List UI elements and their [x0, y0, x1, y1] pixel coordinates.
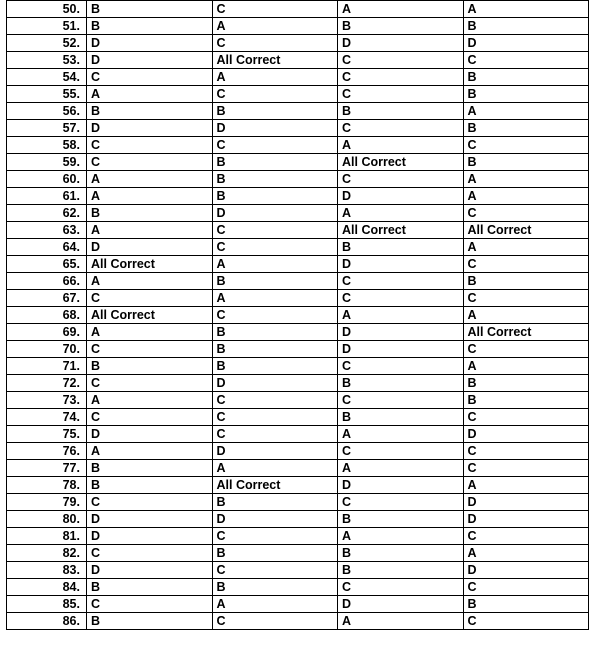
answer-cell-set-3: A — [338, 307, 464, 324]
table-row — [7, 256, 589, 273]
question-number: 59. — [7, 154, 87, 171]
table-row — [7, 596, 589, 613]
answer-cell-set-3: A — [338, 528, 464, 545]
answer-cell-set-3: A — [338, 460, 464, 477]
answer-cell-set-2: A — [212, 596, 338, 613]
question-number: 50. — [7, 1, 87, 18]
answer-cell-set-2: A — [212, 18, 338, 35]
question-number: 51. — [7, 18, 87, 35]
table-row — [7, 392, 589, 409]
answer-cell-set-3: A — [338, 1, 464, 18]
question-number: 70. — [7, 341, 87, 358]
answer-cell-set-3: A — [338, 426, 464, 443]
question-number: 61. — [7, 188, 87, 205]
answer-cell-set-4: D — [463, 562, 589, 579]
answer-cell-set-1: B — [87, 477, 213, 494]
answer-cell-set-2: B — [212, 579, 338, 596]
answer-key-table — [6, 0, 589, 630]
answer-cell-set-3: C — [338, 120, 464, 137]
table-row — [7, 171, 589, 188]
answer-cell-set-1: B — [87, 358, 213, 375]
table-row — [7, 52, 589, 69]
answer-cell-set-1: All Correct — [87, 256, 213, 273]
answer-cell-set-1: B — [87, 579, 213, 596]
table-row — [7, 528, 589, 545]
answer-cell-set-1: C — [87, 375, 213, 392]
answer-cell-set-2: C — [212, 392, 338, 409]
table-row — [7, 358, 589, 375]
answer-cell-set-4: A — [463, 545, 589, 562]
table-row — [7, 341, 589, 358]
answer-cell-set-4: C — [463, 205, 589, 222]
answer-cell-set-1: C — [87, 596, 213, 613]
answer-cell-set-1: D — [87, 511, 213, 528]
answer-cell-set-1: C — [87, 290, 213, 307]
question-number: 64. — [7, 239, 87, 256]
answer-cell-set-3: D — [338, 256, 464, 273]
table-row — [7, 273, 589, 290]
answer-cell-set-4: D — [463, 426, 589, 443]
table-row — [7, 154, 589, 171]
question-number: 57. — [7, 120, 87, 137]
answer-cell-set-3: C — [338, 69, 464, 86]
answer-cell-set-4: A — [463, 171, 589, 188]
answer-cell-set-4: B — [463, 273, 589, 290]
answer-cell-set-4: C — [463, 256, 589, 273]
answer-cell-set-2: C — [212, 239, 338, 256]
table-row — [7, 375, 589, 392]
table-row — [7, 290, 589, 307]
table-row — [7, 188, 589, 205]
answer-cell-set-4: B — [463, 120, 589, 137]
answer-cell-set-4: A — [463, 188, 589, 205]
answer-cell-set-3: D — [338, 596, 464, 613]
answer-cell-set-3: C — [338, 358, 464, 375]
table-row — [7, 460, 589, 477]
question-number: 85. — [7, 596, 87, 613]
question-number: 79. — [7, 494, 87, 511]
answer-cell-set-1: B — [87, 18, 213, 35]
answer-cell-set-3: C — [338, 52, 464, 69]
table-row — [7, 137, 589, 154]
answer-cell-set-1: D — [87, 120, 213, 137]
answer-cell-set-3: C — [338, 579, 464, 596]
answer-cell-set-3: C — [338, 392, 464, 409]
answer-cell-set-3: B — [338, 545, 464, 562]
table-row — [7, 103, 589, 120]
answer-cell-set-1: A — [87, 392, 213, 409]
answer-cell-set-2: C — [212, 426, 338, 443]
table-row — [7, 562, 589, 579]
answer-cell-set-1: C — [87, 409, 213, 426]
question-number: 56. — [7, 103, 87, 120]
answer-cell-set-2: C — [212, 562, 338, 579]
table-row — [7, 426, 589, 443]
answer-cell-set-4: B — [463, 392, 589, 409]
answer-cell-set-4: C — [463, 137, 589, 154]
question-number: 52. — [7, 35, 87, 52]
answer-cell-set-1: C — [87, 545, 213, 562]
answer-cell-set-4: A — [463, 477, 589, 494]
answer-cell-set-2: B — [212, 188, 338, 205]
question-number: 71. — [7, 358, 87, 375]
answer-cell-set-1: C — [87, 341, 213, 358]
table-row — [7, 18, 589, 35]
answer-cell-set-1: C — [87, 494, 213, 511]
table-row — [7, 205, 589, 222]
table-row — [7, 545, 589, 562]
table-row — [7, 477, 589, 494]
answer-cell-set-1: B — [87, 103, 213, 120]
answer-cell-set-3: D — [338, 477, 464, 494]
answer-cell-set-2: D — [212, 443, 338, 460]
question-number: 62. — [7, 205, 87, 222]
answer-cell-set-1: A — [87, 273, 213, 290]
answer-cell-set-2: C — [212, 409, 338, 426]
answer-cell-set-3: D — [338, 324, 464, 341]
answer-cell-set-1: C — [87, 69, 213, 86]
table-row — [7, 443, 589, 460]
answer-cell-set-3: B — [338, 375, 464, 392]
answer-cell-set-3: B — [338, 239, 464, 256]
table-row — [7, 86, 589, 103]
answer-cell-set-4: All Correct — [463, 222, 589, 239]
answer-cell-set-4: A — [463, 307, 589, 324]
question-number: 80. — [7, 511, 87, 528]
question-number: 76. — [7, 443, 87, 460]
answer-cell-set-3: C — [338, 290, 464, 307]
answer-cell-set-4: All Correct — [463, 324, 589, 341]
answer-cell-set-3: C — [338, 171, 464, 188]
answer-cell-set-1: B — [87, 460, 213, 477]
question-number: 73. — [7, 392, 87, 409]
answer-cell-set-3: B — [338, 18, 464, 35]
answer-cell-set-2: D — [212, 120, 338, 137]
table-row — [7, 613, 589, 630]
table-row — [7, 579, 589, 596]
answer-cell-set-2: B — [212, 171, 338, 188]
question-number: 86. — [7, 613, 87, 630]
answer-cell-set-1: C — [87, 154, 213, 171]
question-number: 63. — [7, 222, 87, 239]
answer-cell-set-1: D — [87, 562, 213, 579]
answer-cell-set-2: C — [212, 307, 338, 324]
table-row — [7, 324, 589, 341]
table-row — [7, 69, 589, 86]
question-number: 78. — [7, 477, 87, 494]
answer-cell-set-3: D — [338, 341, 464, 358]
question-number: 53. — [7, 52, 87, 69]
answer-cell-set-4: B — [463, 375, 589, 392]
answer-cell-set-1: B — [87, 205, 213, 222]
answer-cell-set-4: C — [463, 409, 589, 426]
answer-cell-set-4: A — [463, 1, 589, 18]
answer-cell-set-3: A — [338, 205, 464, 222]
answer-cell-set-4: A — [463, 239, 589, 256]
answer-cell-set-2: A — [212, 460, 338, 477]
answer-cell-set-2: C — [212, 86, 338, 103]
question-number: 69. — [7, 324, 87, 341]
answer-cell-set-4: D — [463, 35, 589, 52]
answer-cell-set-3: A — [338, 613, 464, 630]
answer-cell-set-2: All Correct — [212, 52, 338, 69]
question-number: 75. — [7, 426, 87, 443]
answer-cell-set-4: C — [463, 52, 589, 69]
table-row — [7, 120, 589, 137]
question-number: 65. — [7, 256, 87, 273]
table-row — [7, 494, 589, 511]
question-number: 67. — [7, 290, 87, 307]
answer-cell-set-1: A — [87, 222, 213, 239]
question-number: 72. — [7, 375, 87, 392]
answer-cell-set-3: B — [338, 409, 464, 426]
question-number: 77. — [7, 460, 87, 477]
answer-cell-set-1: C — [87, 137, 213, 154]
question-number: 82. — [7, 545, 87, 562]
answer-cell-set-4: A — [463, 358, 589, 375]
answer-cell-set-3: All Correct — [338, 154, 464, 171]
answer-cell-set-3: D — [338, 188, 464, 205]
answer-cell-set-1: A — [87, 188, 213, 205]
answer-cell-set-2: C — [212, 613, 338, 630]
question-number: 60. — [7, 171, 87, 188]
answer-cell-set-2: A — [212, 290, 338, 307]
answer-cell-set-3: B — [338, 562, 464, 579]
answer-cell-set-1: All Correct — [87, 307, 213, 324]
answer-cell-set-4: C — [463, 341, 589, 358]
answer-cell-set-4: A — [463, 103, 589, 120]
answer-cell-set-2: C — [212, 35, 338, 52]
answer-cell-set-2: C — [212, 222, 338, 239]
answer-cell-set-4: B — [463, 69, 589, 86]
question-number: 54. — [7, 69, 87, 86]
answer-cell-set-2: B — [212, 103, 338, 120]
answer-cell-set-1: A — [87, 443, 213, 460]
table-row — [7, 1, 589, 18]
answer-cell-set-4: C — [463, 290, 589, 307]
question-number: 74. — [7, 409, 87, 426]
answer-key-body — [7, 1, 589, 630]
answer-cell-set-2: A — [212, 256, 338, 273]
answer-cell-set-1: A — [87, 86, 213, 103]
answer-cell-set-1: D — [87, 528, 213, 545]
answer-cell-set-2: C — [212, 1, 338, 18]
answer-cell-set-4: D — [463, 494, 589, 511]
answer-cell-set-4: C — [463, 460, 589, 477]
answer-cell-set-2: B — [212, 154, 338, 171]
answer-cell-set-2: D — [212, 511, 338, 528]
answer-cell-set-3: C — [338, 273, 464, 290]
answer-cell-set-4: C — [463, 613, 589, 630]
question-number: 83. — [7, 562, 87, 579]
answer-cell-set-2: B — [212, 341, 338, 358]
answer-cell-set-1: A — [87, 171, 213, 188]
answer-cell-set-4: B — [463, 86, 589, 103]
answer-cell-set-3: B — [338, 103, 464, 120]
answer-cell-set-3: A — [338, 137, 464, 154]
question-number: 81. — [7, 528, 87, 545]
answer-cell-set-2: C — [212, 137, 338, 154]
answer-cell-set-1: A — [87, 324, 213, 341]
question-number: 55. — [7, 86, 87, 103]
answer-cell-set-3: B — [338, 511, 464, 528]
answer-cell-set-4: B — [463, 596, 589, 613]
answer-cell-set-1: D — [87, 426, 213, 443]
answer-cell-set-2: All Correct — [212, 477, 338, 494]
answer-cell-set-1: D — [87, 239, 213, 256]
answer-cell-set-4: C — [463, 443, 589, 460]
answer-cell-set-1: D — [87, 35, 213, 52]
answer-cell-set-3: C — [338, 86, 464, 103]
question-number: 66. — [7, 273, 87, 290]
table-row — [7, 35, 589, 52]
answer-cell-set-1: D — [87, 52, 213, 69]
answer-cell-set-4: B — [463, 154, 589, 171]
table-row — [7, 239, 589, 256]
answer-cell-set-2: A — [212, 69, 338, 86]
answer-cell-set-2: D — [212, 375, 338, 392]
answer-cell-set-3: D — [338, 35, 464, 52]
table-row — [7, 222, 589, 239]
answer-cell-set-4: D — [463, 511, 589, 528]
question-number: 68. — [7, 307, 87, 324]
question-number: 58. — [7, 137, 87, 154]
answer-cell-set-3: All Correct — [338, 222, 464, 239]
answer-cell-set-2: B — [212, 494, 338, 511]
answer-cell-set-2: B — [212, 358, 338, 375]
answer-cell-set-4: C — [463, 528, 589, 545]
answer-cell-set-1: B — [87, 1, 213, 18]
answer-cell-set-2: C — [212, 528, 338, 545]
answer-cell-set-2: B — [212, 273, 338, 290]
answer-cell-set-2: D — [212, 205, 338, 222]
table-row — [7, 409, 589, 426]
answer-cell-set-1: B — [87, 613, 213, 630]
answer-cell-set-2: B — [212, 545, 338, 562]
answer-cell-set-2: B — [212, 324, 338, 341]
answer-cell-set-3: C — [338, 443, 464, 460]
answer-cell-set-4: C — [463, 579, 589, 596]
question-number: 84. — [7, 579, 87, 596]
table-row — [7, 307, 589, 324]
answer-cell-set-3: C — [338, 494, 464, 511]
answer-cell-set-4: B — [463, 18, 589, 35]
table-row — [7, 511, 589, 528]
